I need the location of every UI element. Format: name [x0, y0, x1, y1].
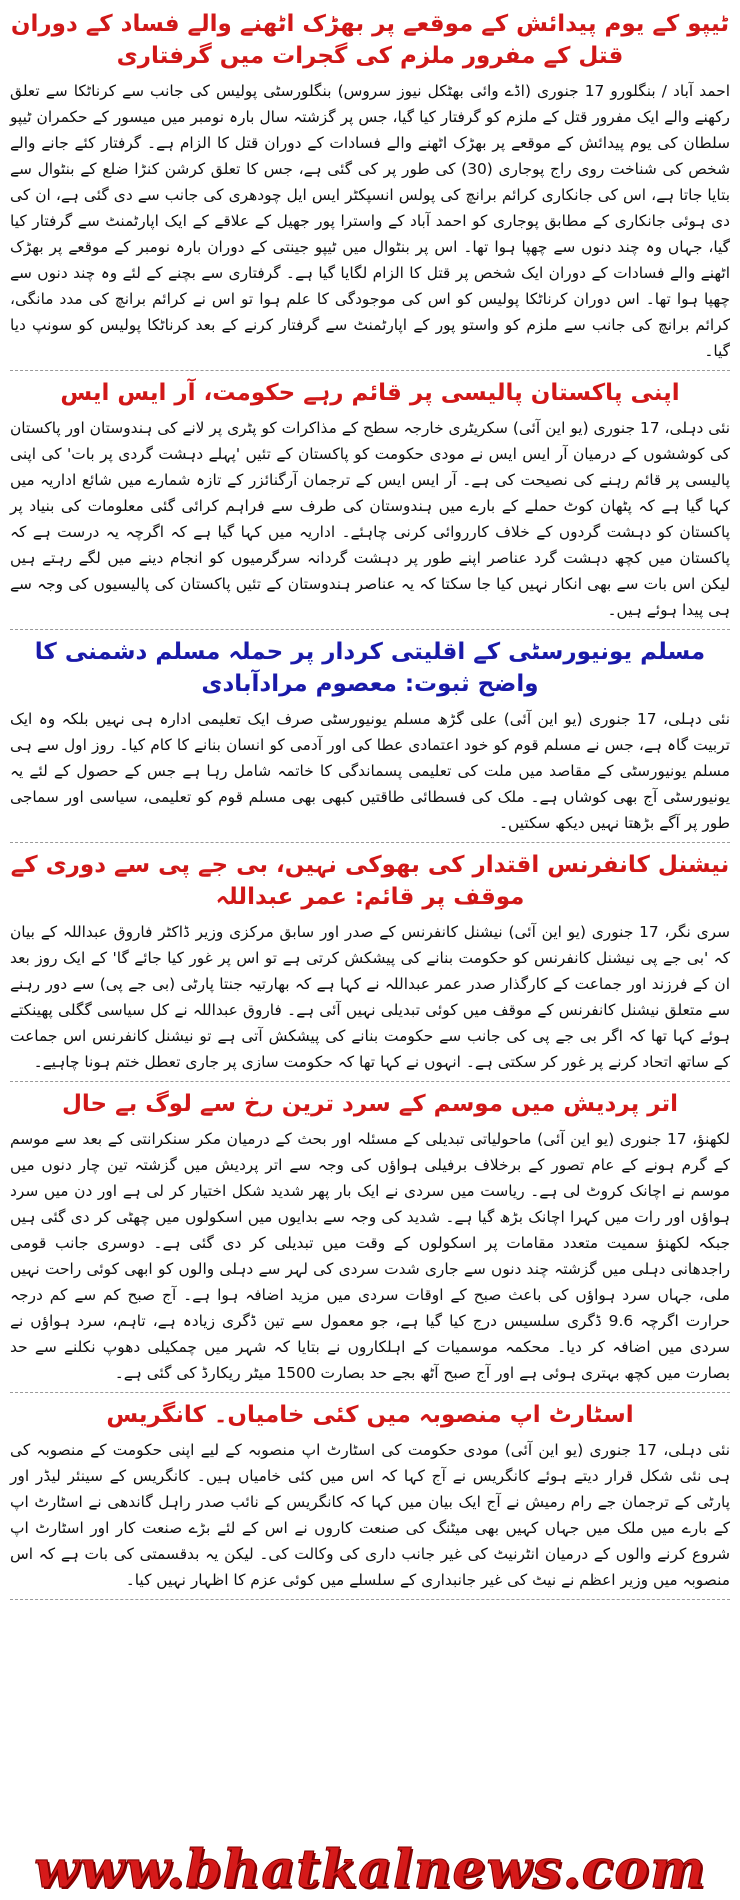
story-headline: ٹیپو کے یوم پیدائش کے موقعے پر بھڑک اٹھنے والے فساد کے دوران قتل کے مفرور ملزم کی گجرات میں گرفتاری [10, 11, 730, 69]
story-headline: نیشنل کانفرنس اقتدار کی بھوکی نہیں، بی جے پی سے دوری کے موقف پر قائم: عمر عبداللہ [10, 852, 730, 910]
story-body: نئی دہلی، 17 جنوری (یو این آئی) سکریٹری خارجہ سطح کے مذاکرات کو پٹری پر لانے کی ہندوستان اور پاکستان کی کوششوں کے درمیان آر ایس ایس نے مودی حکومت کو پاکستان کے تئیں 'پہلے دہشت گردی پر بات' کی اپنی پالیسی پر قائم رہنے کی نصیحت کی ہے۔ آر ایس ایس کے ترجمان آرگنائزر کے تازہ شمارے میں شائع اداریہ میں کہا گیا ہے کہ پٹھان کوٹ حملے کے بارے میں ہندوستان کی طرف سے فراہم کرائی گئی معلومات کی بنیاد پر پاکستان کو دہشت گردوں کے خلاف کارروائی کرنی چاہئے۔ اداریہ میں کہا گیا ہے کہ اگرچہ یہ درست ہے کہ پاکستان میں کچھ دہشت گرد عناصر اپنے طور پر دہشت گردانہ سرگرمیوں کو انجام دینے میں لگے رہتے ہیں لیکن اس بات سے بھی انکار نہیں کیا جا سکتا کہ یہ عناصر ہندوستان کے تئیں پاکستان کی پالیسیوں کی وجہ سے ہی پیدا ہوئے ہیں۔ [10, 415, 730, 630]
story-headline: اسٹارٹ اپ منصوبہ میں کئی خامیاں۔ کانگریس [106, 1402, 634, 1428]
news-story [10, 8, 730, 371]
story-body: احمد آباد / بنگلورو 17 جنوری (اڈے وائی بھٹکل نیوز سروس) بنگلورسٹی پولیس کی جانب سے کرناٹکا سے تعلق رکھنے والے ایک مفرور قتل کے ملزم کو گرفتار کیا گیا، جس پر گزشتہ سال بارہ نومبر میں میسور کے حکمران ٹیپو سلطان کی یوم پیدائش کے موقعے پر بھڑک اٹھنے والے فسادات کے دوران قتل کا الزام ہے۔ گرفتار کئے جانے والے شخص کی شناخت روی راج پوجاری (30) کی طور پر کی گئی ہے، جس کا تعلق کرشن کنڑا ضلع کے بنٹوال سے بتایا جاتا ہے، اس کی جانکاری کرائم برانچ کی پولس انسپکٹر ایس ایل چودھری کی جانب سے دی گئی ہے، ان کی دی ہوئی جانکاری کے مطابق پوجاری کو احمد آباد کے واسترا پور جھیل کے علاقے کے ایک اپارٹمنٹ سے گرفتار کیا گیا، جہاں وہ چند دنوں سے چھپا ہوا تھا۔ اس پر بنٹوال میں ٹیپو جینتی کے دوران بارہ نومبر کے موقعے پر بھڑک اٹھنے والے فسادات کے دوران ایک شخص پر قتل کا الزام لگایا گیا ہے۔ گرفتاری سے بچنے کے لئے وہ چند دنوں سے چھپا ہوا تھا۔ اس دوران کرناٹکا پولیس کو اس کی موجودگی کا علم ہوا تو اس نے کرائم برانچ کی مدد مانگی، کرائم برانچ کی جانب سے ملزم کو واستو پور کے اپارٹمنٹ سے گرفتار کرنے کے بعد کرناٹکا پولیس کو سونپ دیا گیا۔ [10, 78, 730, 371]
story-body: نئی دہلی، 17 جنوری (یو این آئی) مودی حکومت کی اسٹارٹ اپ منصوبہ کے لیے اپنی حکومت کے منصوبہ کی ہی نئی شکل قرار دیتے ہوئے کانگریس نے آج کہا کہ اس میں کئی خامیاں ہیں۔ کانگریس کے سینئر لیڈر اور پارٹی کے ترجمان جے رام رمیش نے آج ایک بیان میں کہا کہ کانگریس کے نائب صدر راہل گاندھی نے اسٹارٹ اپ کے بارے میں ملک میں جہاں کہیں بھی میٹنگ کی صنعت کاروں نے اس کے لئے بڑے صنعت کار اور اسٹارٹ اپ شروع کرنے والوں کے درمیان انٹرنیٹ کی غیر جانب داری کی وکالت کی۔ لیکن یہ بدقسمتی کی بات ہے کہ اس منصوبہ میں وزیر اعظم نے نیٹ کی غیر جانبداری کے سلسلے میں کوئی عزم کا اظہار نہیں کیا۔ [10, 1437, 730, 1600]
news-story [10, 849, 730, 1082]
footer-banner [0, 1838, 740, 1900]
news-story [10, 377, 730, 630]
website-url[interactable]: www.bhatkalnews.com [34, 1838, 706, 1900]
news-story [10, 1088, 730, 1393]
story-headline: مسلم یونیورسٹی کے اقلیتی کردار پر حملہ مسلم دشمنی کا واضح ثبوت: معصوم مرادآبادی [34, 639, 706, 697]
story-body: سری نگر، 17 جنوری (یو این آئی) نیشنل کانفرنس کے صدر اور سابق مرکزی وزیر ڈاکٹر فاروق عبداللہ کے بیان کہ 'بی جے پی نیشنل کانفرنس کو حکومت بنانے کی پیشکش کرتی ہے تو اس پر غور کیا جائے گا' کے ایک روز بعد ان کے فرزند اور جماعت کے کارگذار صدر عمر عبداللہ نے کہا ہے کہ بھارتیہ جنتا پارٹی (بی جے پی) سے دور رہنے سے متعلق نیشنل کانفرنس کے موقف میں کوئی تبدیلی نہیں آئی ہے۔ فاروق عبداللہ نے کل سیاسی گگلی پھینکتے ہوئے کہا تھا کہ اگر بی جے پی کی جانب سے حکومت بنانے کی پیشکش آتی ہے تو نیشنل کانفرنس اس جماعت کے ساتھ اتحاد کرنے پر غور کر سکتی ہے۔ انہوں نے کہا تھا کہ حکومت سازی پر جاری تعطل ختم ہونا چاہیے۔ [10, 919, 730, 1082]
story-headline: اتر پردیش میں موسم کے سرد ترین رخ سے لوگ بے حال [61, 1091, 679, 1117]
news-story [10, 1399, 730, 1600]
story-body: لکھنؤ، 17 جنوری (یو این آئی) ماحولیاتی تبدیلی کے مسئلہ اور بحث کے درمیان مکر سنکرانتی کے بعد سے موسم کے گرم ہونے کے عام تصور کے برخلاف برفیلی ہواؤں کی وجہ سے اتر پردیش میں گزشتہ تین چار دنوں میں موسم نے اچانک کروٹ لی ہے۔ ریاست میں سردی نے ایک بار پھر شدید شکل اختیار کر لی ہے اور دن میں سرد ہواؤں اور رات میں کہرا اچانک بڑھ گیا ہے۔ شدید کی وجہ سے بدایوں میں اسکولوں میں چھٹی کر دی گئی ہیں جبکہ لکھنؤ سمیت متعدد مقامات پر اسکولوں کے وقت میں تبدیلی کر دی گئی ہے۔ دوسری جانب قومی راجدھانی دہلی میں گزشتہ چند دنوں سے جاری شدت سردی کی لہر سے دہلی والوں کو ابھی کوئی راحت نہیں ملی، جہاں سرد ہواؤں کی باعث صبح کے اوقات سردی میں مزید اضافہ ہوا ہے۔ آج صبح کم سے کم درجہ حرارت اگرچہ 9.6 ڈگری سلسیس درج کیا گیا ہے، جو معمول سے تین ڈگری زیادہ ہے، تاہم، سرد ہواؤں نے سردی میں اضافہ کر دیا۔ محکمہ موسمیات کے اہلکاروں نے بتایا کہ شہر میں چمکیلی دھوپ نکلنے سے حد بصارت میں کچھ بہتری ہوئی ہے اور آج صبح آٹھ بجے حد بصارت 1500 میٹر ریکارڈ کی گئی ہے۔ [10, 1126, 730, 1393]
news-story [10, 636, 730, 843]
story-headline: اپنی پاکستان پالیسی پر قائم رہے حکومت، آر ایس ایس [60, 380, 680, 406]
story-body: نئی دہلی، 17 جنوری (یو این آئی) علی گڑھ مسلم یونیورسٹی صرف ایک تعلیمی ادارہ ہی نہیں بلکہ وہ ایک تربیت گاہ ہے، جس نے مسلم قوم کو خود اعتمادی عطا کی اور آدمی کو انسان بنانے کا کام کیا۔ روز اول سے ہی مسلم یونیورسٹی کے مقاصد میں ملت کی تعلیمی پسماندگی کا خاتمہ شامل رہا ہے جس کے حصول کے لئے یہ یونیورسٹی آج بھی کوشاں ہے۔ ملک کی فسطائی طاقتیں کبھی بھی مسلم قوم کو تعلیمی، سیاسی اور سماجی طور پر آگے بڑھتا نہیں دیکھ سکتیں۔ [10, 706, 730, 843]
